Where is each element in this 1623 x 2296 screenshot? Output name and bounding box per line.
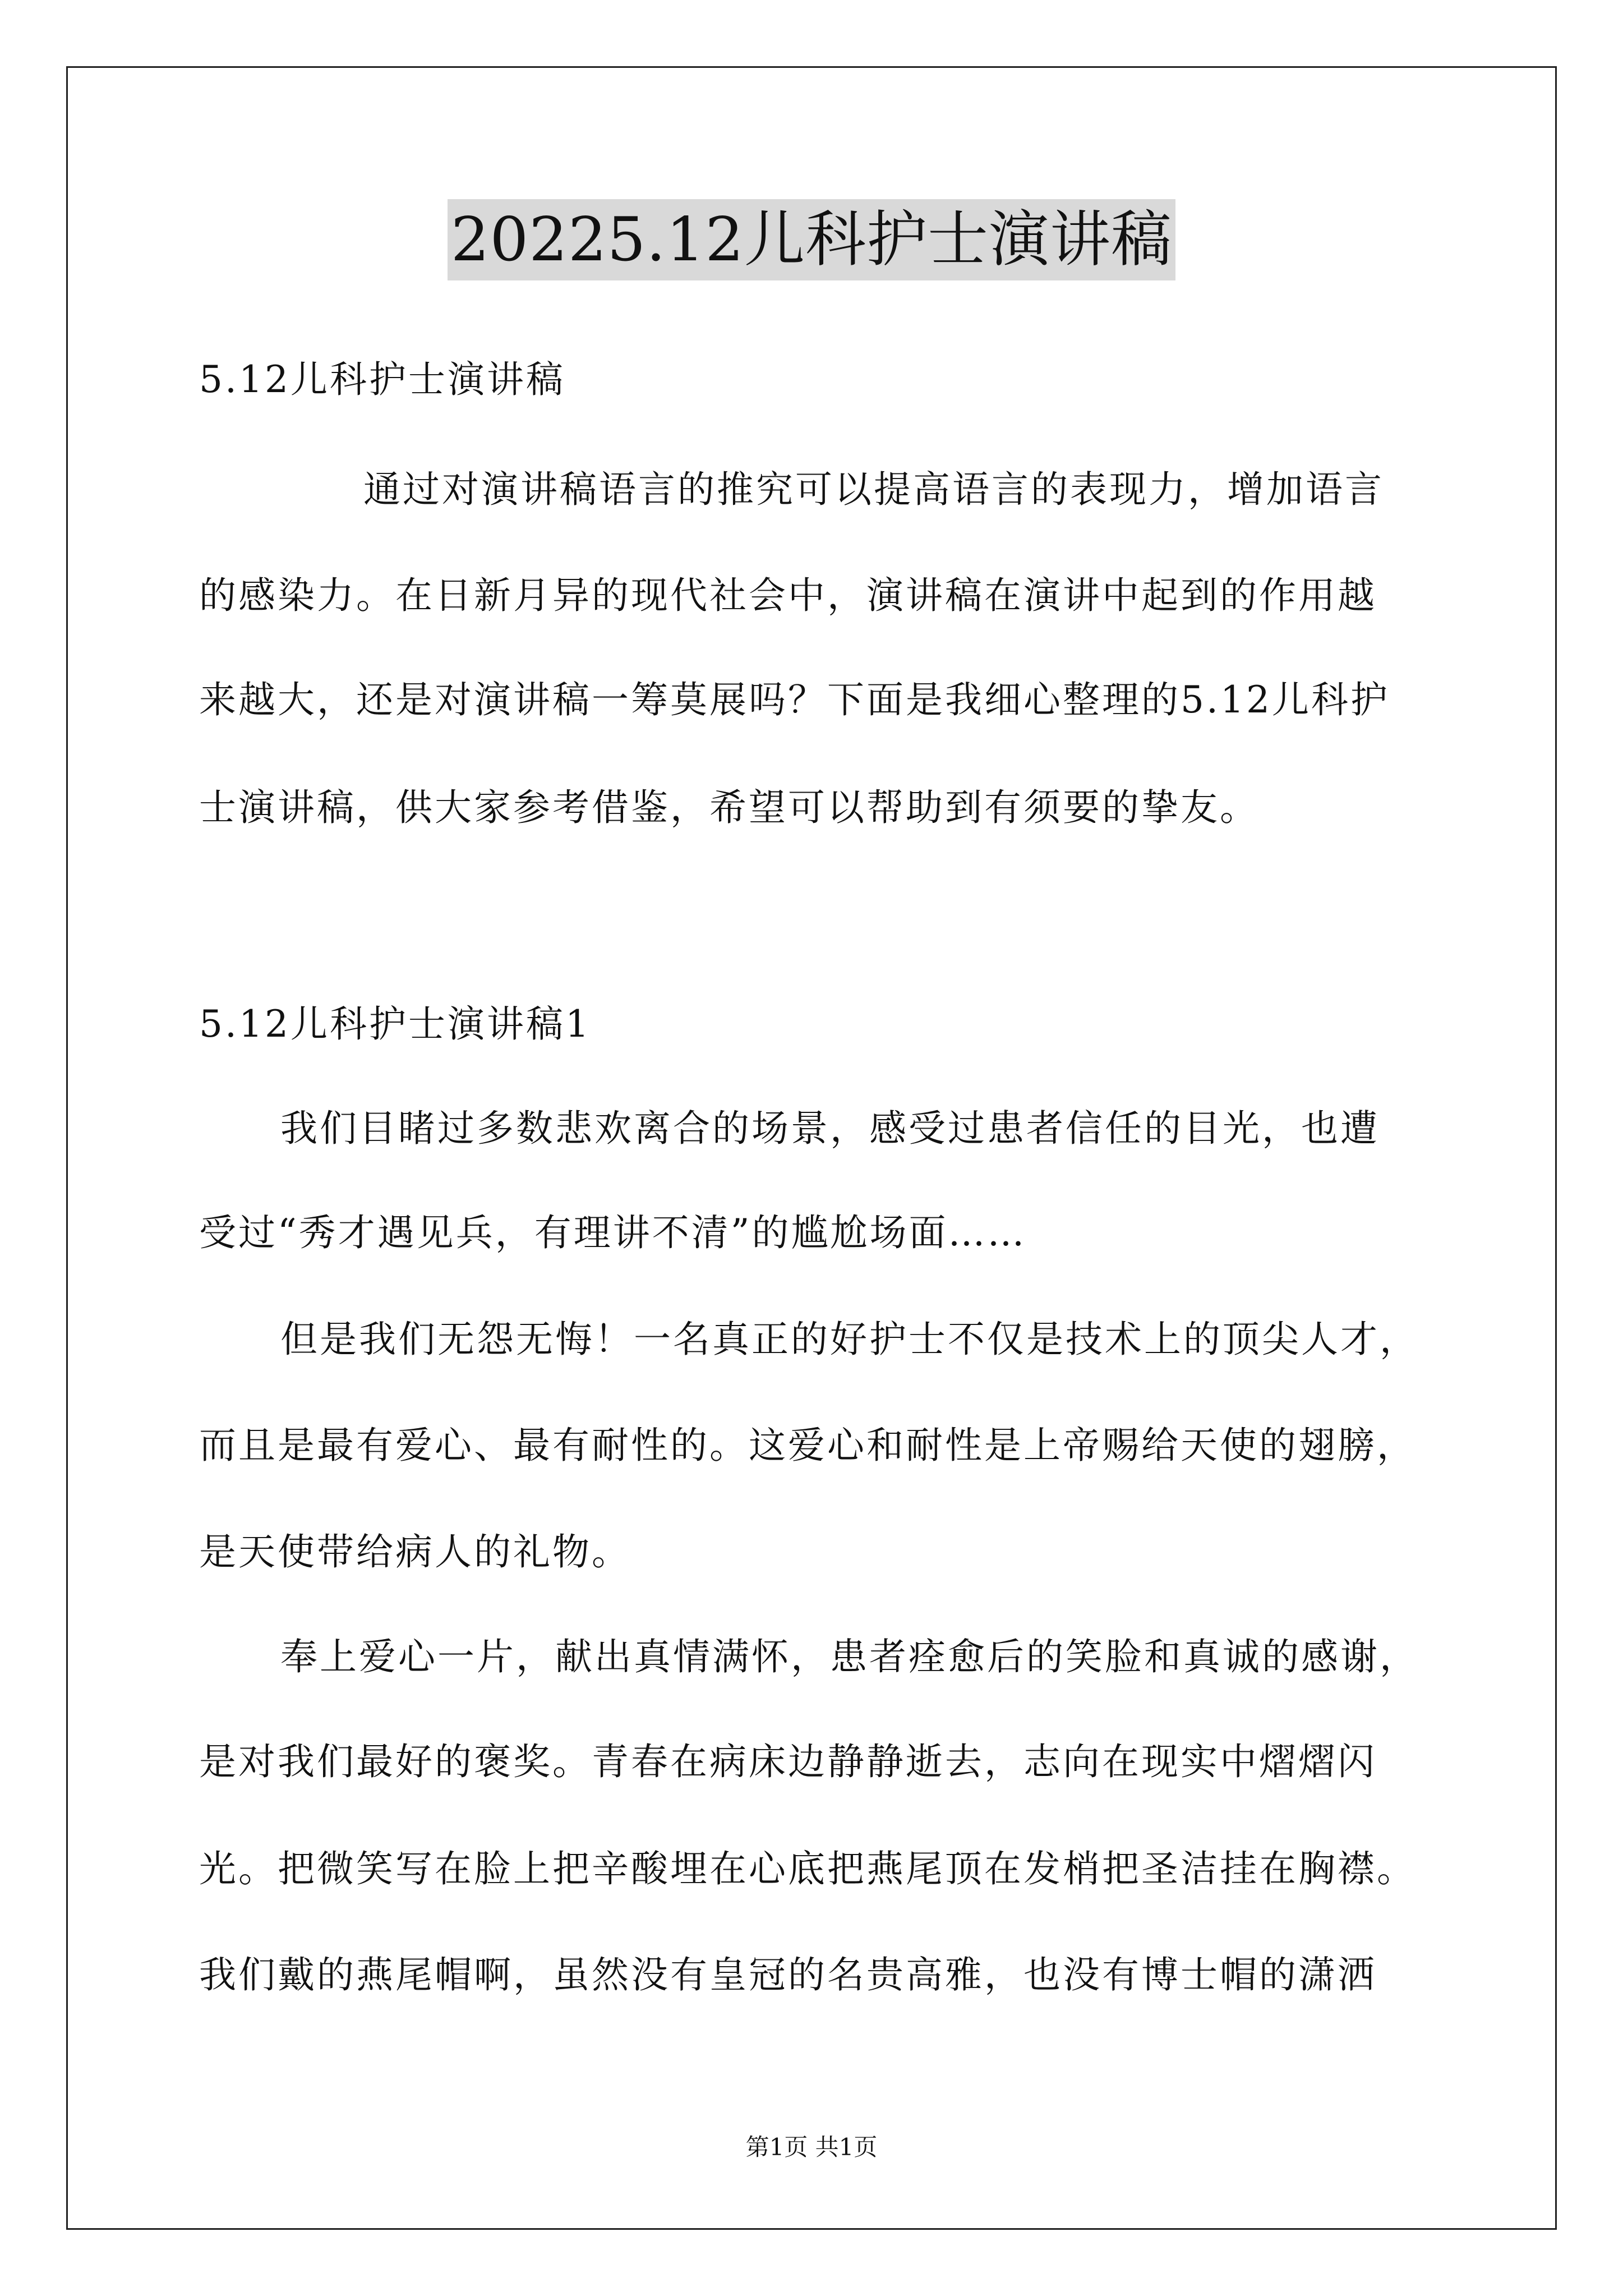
paragraph-line: 来越大，还是对演讲稿一筹莫展吗？下面是我细心整理的5.12儿科护: [199, 678, 1390, 721]
section-heading: 5.12儿科护士演讲稿: [199, 358, 565, 401]
paragraph-line: 奉上爱心一片，献出真情满怀，患者痊愈后的笑脸和真诚的感谢，: [280, 1635, 1419, 1678]
paragraph-line: 士演讲稿，供大家参考借鉴，希望可以帮助到有须要的挚友。: [199, 786, 1259, 829]
paragraph-line: 我们目睹过多数悲欢离合的场景，感受过患者信任的目光，也遭: [280, 1107, 1380, 1150]
paragraph-line: 通过对演讲稿语言的推究可以提高语言的表现力，增加语言: [363, 468, 1384, 511]
paragraph-line: 受过“秀才遇见兵，有理讲不清”的尴尬场面……: [199, 1211, 1027, 1254]
section-heading: 5.12儿科护士演讲稿1: [199, 1002, 591, 1046]
paragraph-line: 的感染力。在日新月异的现代社会中，演讲稿在演讲中起到的作用越: [199, 574, 1377, 617]
paragraph-line: 光。把微笑写在脸上把辛酸埋在心底把燕尾顶在发梢把圣洁挂在胸襟。: [199, 1847, 1416, 1890]
paragraph-line: 是天使带给病人的礼物。: [199, 1530, 631, 1573]
page-footer: 第1页 共1页: [745, 2133, 878, 2161]
document-title: 20225.12儿科护士演讲稿: [448, 199, 1175, 280]
title-container: [0, 199, 1623, 280]
paragraph-line: 而且是最有爱心、最有耐性的。这爱心和耐性是上帝赐给天使的翅膀，: [199, 1424, 1416, 1467]
paragraph-line: 我们戴的燕尾帽啊，虽然没有皇冠的名贵高雅，也没有博士帽的潇洒: [199, 1953, 1377, 1996]
paragraph-line: 是对我们最好的褒奖。青春在病床边静静逝去，志向在现实中熠熠闪: [199, 1740, 1377, 1783]
paragraph-line: 但是我们无怨无悔！一名真正的好护士不仅是技术上的顶尖人才，: [280, 1318, 1419, 1361]
